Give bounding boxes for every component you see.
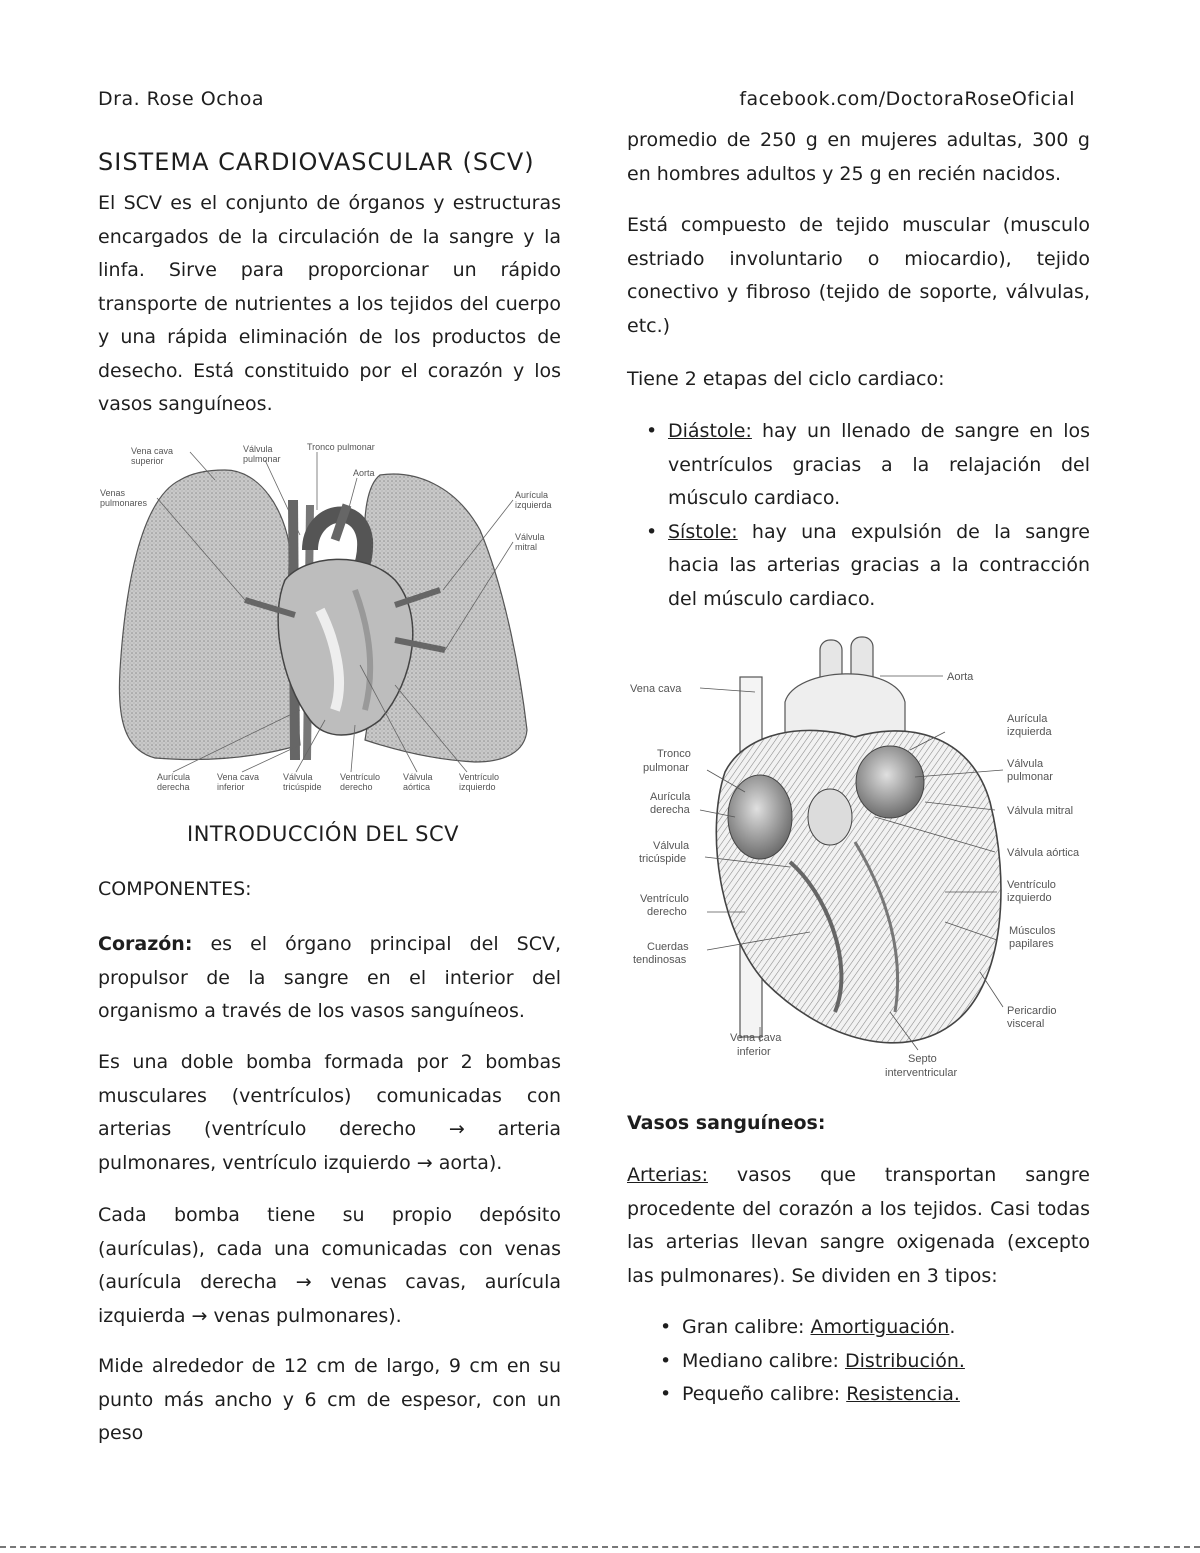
list-item: • Gran calibre: Amortiguación. — [660, 1316, 956, 1338]
page-bottom-line — [0, 1546, 1200, 1548]
heart-label-valvula-tric: Válvula — [653, 840, 690, 852]
lung-label-valvula-pulmonar: Válvula — [243, 444, 273, 454]
heart-label-vena-cava-inf: Vena cava — [730, 1032, 782, 1044]
heart-label-ventriculo-izq-2: izquierdo — [1007, 892, 1052, 904]
heart-label-valvula-aortica: Válvula aórtica — [1007, 847, 1080, 859]
diastole-text: hay un llenado de sangre en los ventrículos gracias a la relajación del músculo cardiaco. — [668, 420, 1090, 509]
lung-label-auricula-der: Aurícula — [157, 772, 191, 782]
heart-label-auricula-der-2: derecha — [650, 804, 690, 816]
lung-label-vena-cava-inf-2: inferior — [217, 782, 245, 792]
heart-label-ventriculo-izq: Ventrículo — [1007, 879, 1056, 891]
tejido-paragraph: Está compuesto de tejido muscular (musculo estriado involuntario o miocardio), tejido conectivo y fibroso (tejido de soporte, válvulas, etc.) — [627, 214, 1090, 337]
peso-paragraph: promedio de 250 g en mujeres adultas, 300 g en hombres adultos y 25 g en recién nacidos. — [627, 129, 1090, 185]
arterias-text: vasos que transportan sangre procedente del corazón a los tejidos. Casi todas las arterias llevan sangre oxigenada (excepto las pulmonares). Se dividen en 3 tipos: — [627, 1164, 1090, 1287]
heart-label-vena-cava: Vena cava — [630, 683, 682, 695]
lung-label-tronco-pulmonar: Tronco pulmonar — [307, 442, 375, 452]
heart-label-ventriculo-der: Ventrículo — [640, 893, 689, 905]
etapas-paragraph: Tiene 2 etapas del ciclo cardiaco: — [627, 368, 945, 390]
lung-label-aorta: Aorta — [353, 468, 375, 478]
lungs-heart-figure — [95, 440, 567, 802]
section-title: INTRODUCCIÓN DEL SCV — [187, 822, 459, 846]
heart-label-auricula-izq-2: izquierda — [1007, 726, 1052, 738]
list-item: • Sístole: hay una expulsión de la sangre hacia las arterias gracias a la contracción del músculo cardiaco. — [646, 520, 1090, 610]
heart-label-valvula-pulm-2: pulmonar — [1007, 771, 1053, 783]
lung-label-venas-pulmonares-2: pulmonares — [100, 498, 148, 508]
sistole-text: hay una expulsión de la sangre hacia las arterias gracias a la contracción del músculo cardiaco. — [668, 520, 1090, 610]
lung-label-valvula-tric: Válvula — [283, 772, 313, 782]
heart-label-auricula-der: Aurícula — [650, 791, 691, 803]
list-item: • Diástole: hay un llenado de sangre en los ventrículos gracias a la relajación del músculo cardiaco. — [646, 420, 1090, 509]
left-lung — [119, 470, 300, 759]
arterias-paragraph — [627, 1159, 1090, 1293]
heart-label-valvula-pulm: Válvula — [1007, 758, 1044, 770]
lung-label-vena-cava-sup-2: superior — [131, 456, 164, 466]
heart-label-cuerdas-2: tendinosas — [633, 954, 687, 966]
lung-label-valvula-mitral-2: mitral — [515, 542, 537, 552]
heart-label-musculos-2: papilares — [1009, 938, 1054, 950]
components-label: COMPONENTES: — [98, 878, 252, 900]
list-item: • Pequeño calibre: Resistencia. — [660, 1383, 960, 1405]
corazon-term: Corazón: — [98, 933, 193, 955]
heart-label-valvula-tric-2: tricúspide — [639, 853, 687, 865]
heart-label-tronco-2: pulmonar — [643, 762, 689, 774]
lung-label-vena-cava-sup: Vena cava — [131, 446, 174, 456]
heart-label-musculos: Músculos — [1009, 925, 1056, 937]
corazon-paragraph — [98, 928, 561, 1029]
heart-label-aorta: Aorta — [947, 671, 974, 683]
heart-label-ventriculo-der-2: derecho — [647, 906, 687, 918]
mide-paragraph: Mide alrededor de 12 cm de largo, 9 cm en su punto más ancho y 6 cm de espesor, con un peso — [98, 1355, 561, 1444]
tipo-prefix: Pequeño calibre: — [682, 1383, 847, 1405]
lung-label-ventriculo-izq: Ventrículo — [459, 772, 500, 782]
heart-label-septo: Septo — [908, 1053, 937, 1065]
ciclo-list — [646, 415, 1090, 616]
tipo-prefix: Gran calibre: — [682, 1316, 811, 1338]
list-item: • Mediano calibre: Distribución. — [660, 1349, 965, 1372]
lung-label-ventriculo-der-2: derecho — [340, 782, 373, 792]
lung-label-valvula-mitral: Válvula — [515, 532, 545, 542]
heart-anatomy-figure — [625, 632, 1100, 1087]
lung-label-venas-pulmonares: Venas — [100, 488, 126, 498]
tipo-suffix: . — [949, 1316, 956, 1338]
heart-label-pericardio-2: visceral — [1007, 1018, 1045, 1030]
heart-label-auricula-izq: Aurícula — [1007, 713, 1048, 725]
lung-label-valvula-tric-2: tricúspide — [283, 782, 322, 792]
lung-label-ventriculo-izq-2: izquierdo — [459, 782, 496, 792]
lung-label-valvula-aortica: Válvula — [403, 772, 433, 782]
tipo-term: Amortiguación — [810, 1316, 950, 1338]
lung-label-valvula-pulmonar-2: pulmonar — [243, 454, 281, 464]
intro-paragraph: El SCV es el conjunto de órganos y estructuras encargados de la circulación de la sangre y la linfa. Sirve para proporcionar un rápido transporte de nutrientes a los tejidos del cuerpo y una rápida eliminación de los productos de desecho. Está constituido por el corazón y los vasos sanguíneos. — [98, 192, 561, 415]
lung-label-auricula-der-2: derecha — [157, 782, 190, 792]
heart-label-tronco: Tronco — [657, 748, 691, 760]
lung-label-auricula-izq: Aurícula — [515, 490, 549, 500]
tipo-prefix: Mediano calibre: — [682, 1349, 846, 1372]
deposito-paragraph: Cada bomba tiene su propio depósito (aurículas), cada una comunicadas con venas (aurícula derecha → venas cavas, aurícula izquierda → venas pulmonares). — [98, 1204, 561, 1327]
tipos-list — [660, 1311, 1082, 1412]
tipo-term: Resistencia. — [846, 1383, 960, 1405]
lung-label-valvula-aortica-2: aórtica — [403, 782, 431, 792]
corazon-text: es el órgano principal del SCV, propulsor de la sangre en el interior del organismo a través de los vasos sanguíneos. — [98, 933, 561, 1022]
page-title: SISTEMA CARDIOVASCULAR (SCV) — [98, 148, 535, 177]
heart-label-pericardio: Pericardio — [1007, 1005, 1057, 1017]
author-name: Dra. Rose Ochoa — [98, 88, 264, 110]
lung-label-auricula-izq-2: izquierda — [515, 500, 552, 510]
lung-label-ventriculo-der: Ventrículo — [340, 772, 381, 782]
tipo-term: Distribución. — [845, 1349, 965, 1372]
vasos-title: Vasos sanguíneos: — [627, 1112, 826, 1134]
lung-label-vena-cava-inf: Vena cava — [217, 772, 260, 782]
heart-label-cuerdas: Cuerdas — [647, 941, 689, 953]
arterias-term: Arterias: — [627, 1164, 708, 1186]
heart-label-vena-cava-inf-2: inferior — [737, 1046, 771, 1058]
heart-label-septo-2: interventricular — [885, 1067, 958, 1079]
diastole-term: Diástole: — [668, 420, 752, 442]
sistole-term: Sístole: — [668, 520, 738, 543]
heart-label-valvula-mitral: Válvula mitral — [1007, 805, 1074, 817]
bomba-paragraph: Es una doble bomba formada por 2 bombas musculares (ventrículos) comunicadas con arterias (ventrículo derecho → arteria pulmonares, ventrículo izquierdo → aorta). — [98, 1051, 561, 1174]
facebook-url: facebook.com/DoctoraRoseOficial — [739, 88, 1075, 110]
